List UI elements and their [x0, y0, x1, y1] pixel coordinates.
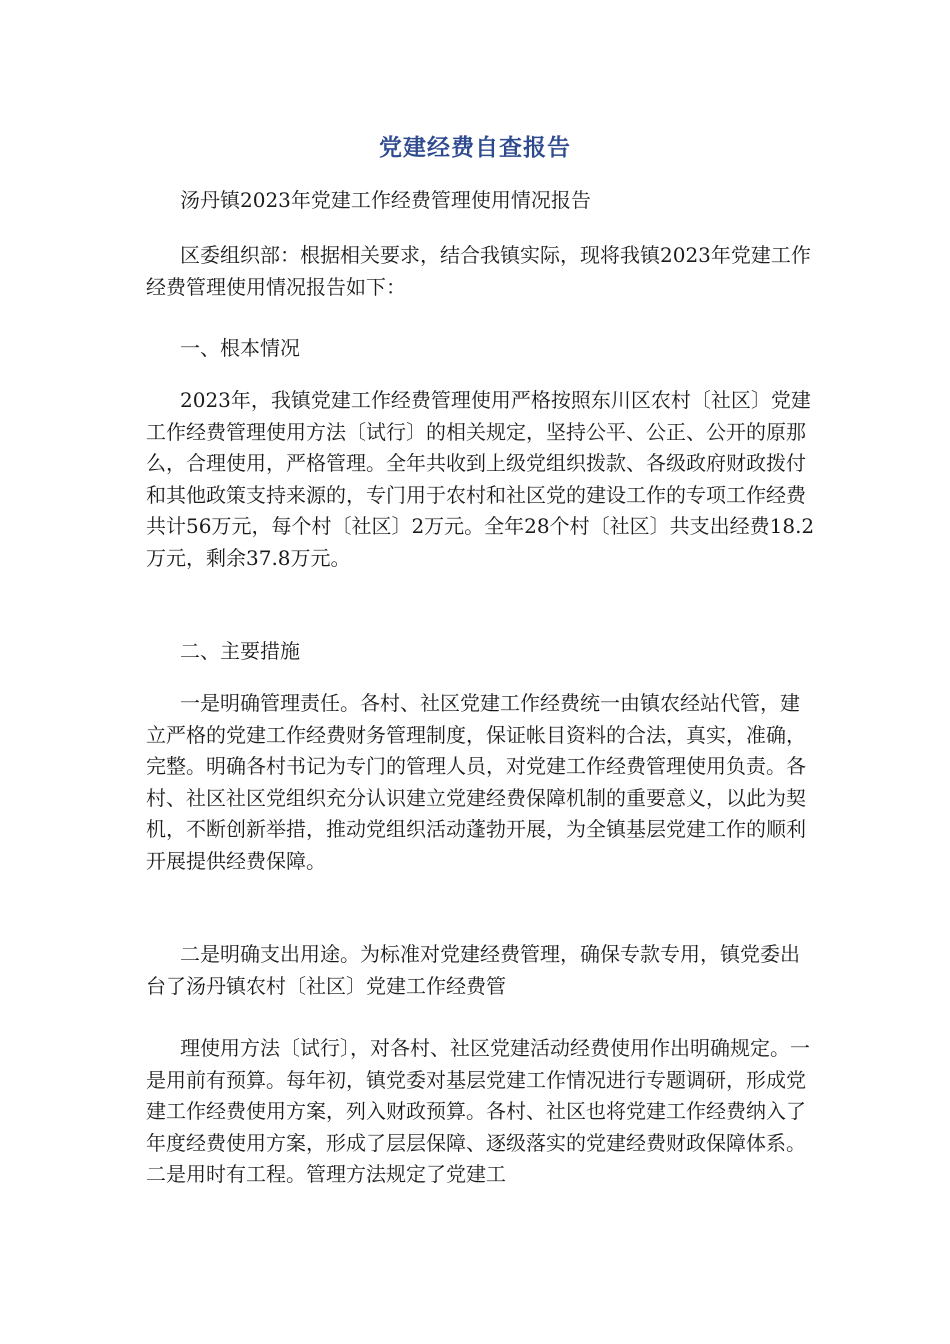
document-title: 党建经费自查报告	[379, 135, 571, 161]
measure-2-continued-paragraph: 理使用方法〔试行〕，对各村、社区党建活动经费使用作出明确规定。一是用前有预算。每年初，镇党委对基层党建工作情况进行专题调研，形成党建工作经费使用方案，列入财政预算。各村、社区也将党建工作经费纳入了年度经费使用方案，形成了层层保障、逐级落实的党建经费财政保障体系。二是用时有工程。管理方法规定了党建工	[146, 1036, 810, 1186]
section-2-heading: 二、主要措施	[180, 639, 300, 663]
section-1-heading: 一、根本情况	[180, 336, 300, 360]
measure-1-paragraph: 一是明确管理责任。各村、社区党建工作经费统一由镇农经站代管，建立严格的党建工作经费财务管理制度，保证帐目资料的合法，真实，准确，完整。明确各村书记为专门的管理人员，对党建工作经费管理使用负责。各村、社区社区党组织充分认识建立党建经费保障机制的重要意义，以此为契机，不断创新举措，推动党组织活动蓬勃开展，为全镇基层党建工作的顺利开展提供经费保障。	[146, 691, 806, 873]
section-1-body: 2023年，我镇党建工作经费管理使用严格按照东川区农村〔社区〕党建工作经费管理使用方法〔试行〕的相关规定，坚持公平、公正、公开的原那么，合理使用，严格管理。全年共收到上级党组织拨款、各级政府财政拨付和其他政策支持来源的，专门用于农村和社区党的建设工作的专项工作经费共计56万元，每个村〔社区〕2万元。全年28个村〔社区〕共支出经费18.2万元，剩余37.8万元。	[146, 388, 815, 570]
document-subtitle: 汤丹镇2023年党建工作经费管理使用情况报告	[180, 188, 591, 212]
measure-2-paragraph: 二是明确支出用途。为标准对党建经费管理，确保专款专用，镇党委出台了汤丹镇农村〔社区〕党建工作经费管	[146, 942, 800, 998]
opening-paragraph: 区委组织部：根据相关要求，结合我镇实际，现将我镇2023年党建工作经费管理使用情况报告如下：	[146, 243, 811, 299]
